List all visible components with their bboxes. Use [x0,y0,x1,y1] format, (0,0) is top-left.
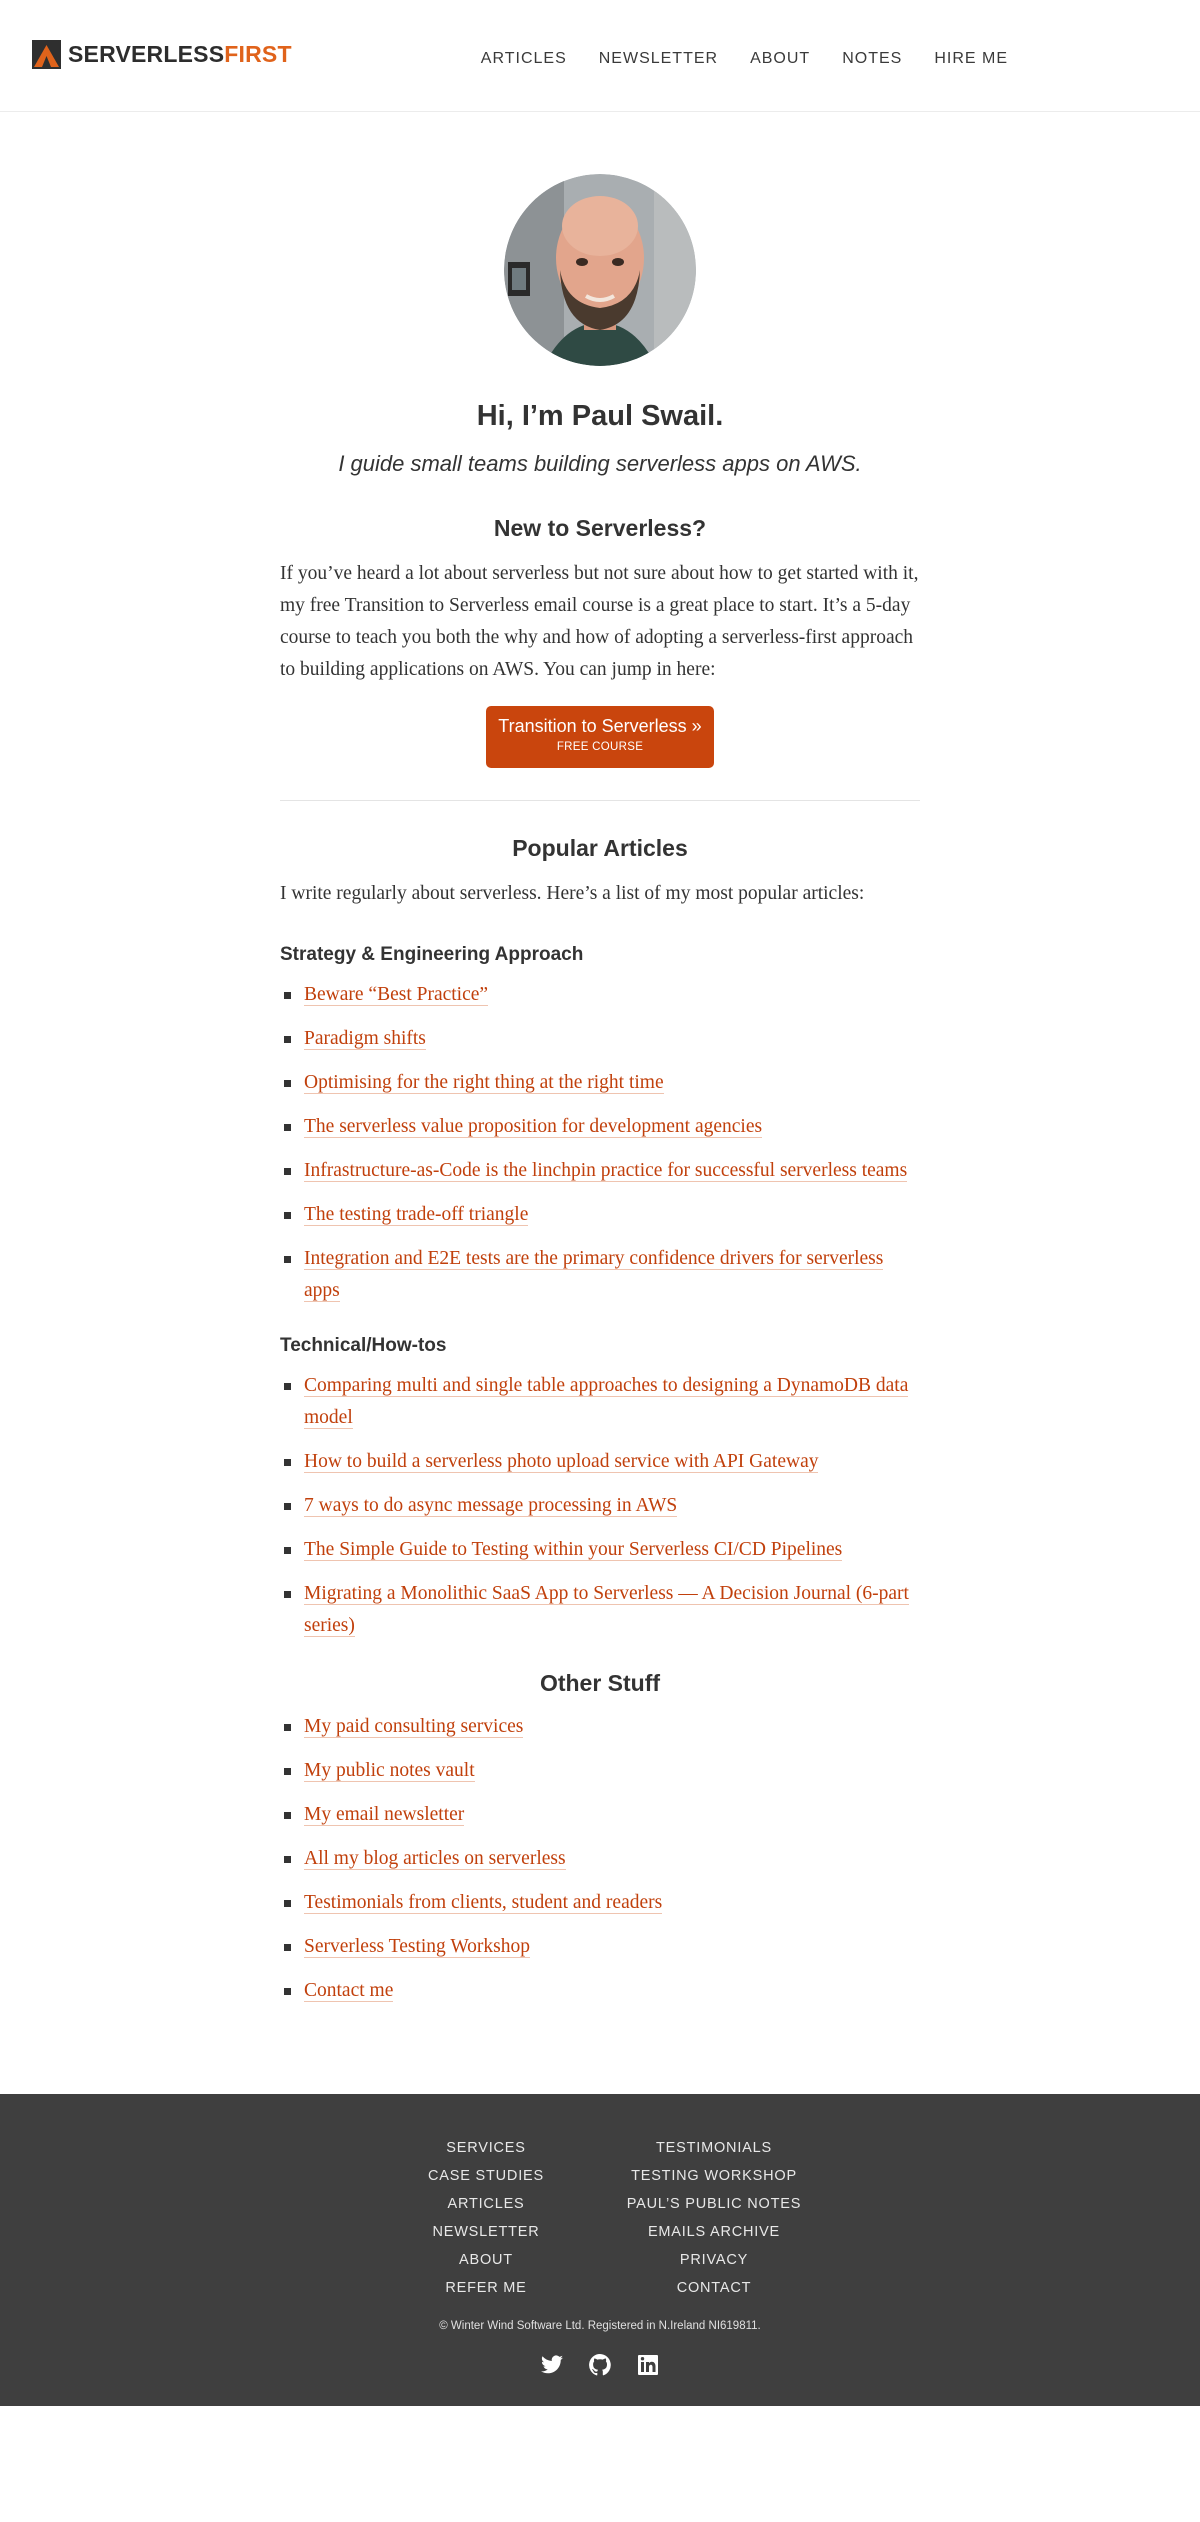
site-header [0,0,1200,112]
avatar [504,174,696,366]
tagline: I guide small teams building serverless apps on AWS. [338,451,862,476]
other-link[interactable]: Testimonials from clients, student and readers [304,1892,663,1913]
list-item [304,1534,920,1566]
main-nav [481,50,1008,68]
main-content [280,112,920,2059]
logo-mark-icon [32,40,61,69]
nav-notes[interactable]: NOTES [842,50,903,67]
footer-column-2 [600,2134,828,2302]
social-links [0,2353,1200,2377]
other-links-list [280,1711,920,2007]
list-item [304,1799,920,1831]
list-item [304,1711,920,1743]
article-link[interactable]: Integration and E2E tests are the primary confidence drivers for serverless apps [304,1248,884,1301]
article-link[interactable]: Beware “Best Practice” [304,984,489,1005]
list-item [304,1490,920,1522]
logo-text: SERVERLESSFIRST [68,41,292,67]
footer-link-testing-workshop[interactable]: TESTING WORKSHOP [631,2168,797,2184]
other-stuff-heading: Other Stuff [539,1670,661,1696]
list-item [304,1111,920,1143]
other-link[interactable]: All my blog articles on serverless [304,1848,566,1869]
list-item [304,1975,920,2007]
footer-columns [0,2134,1200,2302]
article-link[interactable]: Comparing multi and single table approaches to designing a DynamoDB data model [304,1375,909,1428]
footer-link-about[interactable]: ABOUT [459,2252,513,2268]
other-link[interactable]: Serverless Testing Workshop [304,1936,530,1957]
nav-newsletter[interactable]: NEWSLETTER [598,50,719,67]
category-heading: Technical/How-tos [280,1335,447,1356]
article-link[interactable]: The Simple Guide to Testing within your Serverless CI/CD Pipelines [304,1539,843,1560]
list-item [304,1843,920,1875]
category-heading: Strategy & Engineering Approach [280,944,584,965]
footer-link-emails-archive[interactable]: EMAILS ARCHIVE [647,2224,781,2240]
new-to-serverless-heading: New to Serverless? [493,515,707,541]
nav-articles[interactable]: ARTICLES [480,50,567,67]
footer-link-privacy[interactable]: PRIVACY [679,2252,749,2268]
footer-link-case-studies[interactable]: CASE STUDIES [428,2168,544,2184]
other-link[interactable]: My email newsletter [304,1804,465,1825]
nav-hire-me[interactable]: HIRE ME [934,50,1008,67]
page-title: Hi, I’m Paul Swail. [476,400,724,432]
site-logo[interactable] [32,40,292,69]
article-link[interactable]: Infrastructure-as-Code is the linchpin practice for successful serverless teams [304,1160,908,1181]
popular-articles-heading: Popular Articles [512,835,688,861]
footer-column-1 [372,2134,600,2302]
footer-link-testimonials[interactable]: TESTIMONIALS [656,2140,772,2156]
copyright-text: © Winter Wind Software Ltd. Registered in N.Ireland NI619811. [439,2320,761,2332]
article-link[interactable]: The serverless value proposition for development agencies [304,1116,763,1137]
section-divider [280,800,920,801]
footer-link-articles[interactable]: ARTICLES [447,2196,525,2212]
list-item [304,1243,920,1307]
list-item [304,1446,920,1478]
other-link[interactable]: Contact me [304,1980,394,2001]
linkedin-icon[interactable] [636,2353,660,2377]
list-item [304,1023,920,1055]
github-icon[interactable] [588,2353,612,2377]
twitter-icon[interactable] [540,2353,564,2377]
article-link[interactable]: Paradigm shifts [304,1028,426,1049]
footer-link-services[interactable]: SERVICES [446,2140,526,2156]
other-link[interactable]: My paid consulting services [304,1716,524,1737]
article-link[interactable]: Migrating a Monolithic SaaS App to Serverless — A Decision Journal (6-part series) [304,1583,909,1636]
article-link[interactable]: How to build a serverless photo upload service with API Gateway [304,1451,819,1472]
cta-sublabel: FREE COURSE [556,741,644,753]
list-item [304,979,920,1011]
list-item [304,1199,920,1231]
list-item [304,1155,920,1187]
footer-link-refer-me[interactable]: REFER ME [445,2280,527,2296]
other-link[interactable]: My public notes vault [304,1760,475,1781]
list-item [304,1067,920,1099]
list-item [304,1578,920,1642]
footer-link-contact[interactable]: CONTACT [676,2280,752,2296]
article-link[interactable]: 7 ways to do async message processing in AWS [304,1495,678,1516]
list-item [304,1755,920,1787]
cta-wrapper [280,706,920,768]
site-footer [0,2094,1200,2406]
strategy-article-list [280,979,920,1307]
technical-article-list [280,1370,920,1642]
cta-label: Transition to Serverless » [498,716,702,736]
popular-intro: I write regularly about serverless. Here’s a list of my most popular articles: [280,883,865,904]
list-item [304,1370,920,1434]
intro-paragraph: If you’ve heard a lot about serverless but not sure about how to get started with it, my free Transition to Serverless email course is a great place to start. It’s a 5-day course to teach you both the why and how of adopting a serverless-first approach to building applications on AWS. You can jump in here: [280,563,919,680]
transition-course-button[interactable] [486,706,714,768]
article-link[interactable]: The testing trade-off triangle [304,1204,529,1225]
footer-link-public-notes[interactable]: PAUL’S PUBLIC NOTES [626,2196,802,2212]
nav-about[interactable]: ABOUT [750,50,811,67]
article-link[interactable]: Optimising for the right thing at the right time [304,1072,664,1093]
list-item [304,1931,920,1963]
list-item [304,1887,920,1919]
footer-link-newsletter[interactable]: NEWSLETTER [432,2224,540,2240]
